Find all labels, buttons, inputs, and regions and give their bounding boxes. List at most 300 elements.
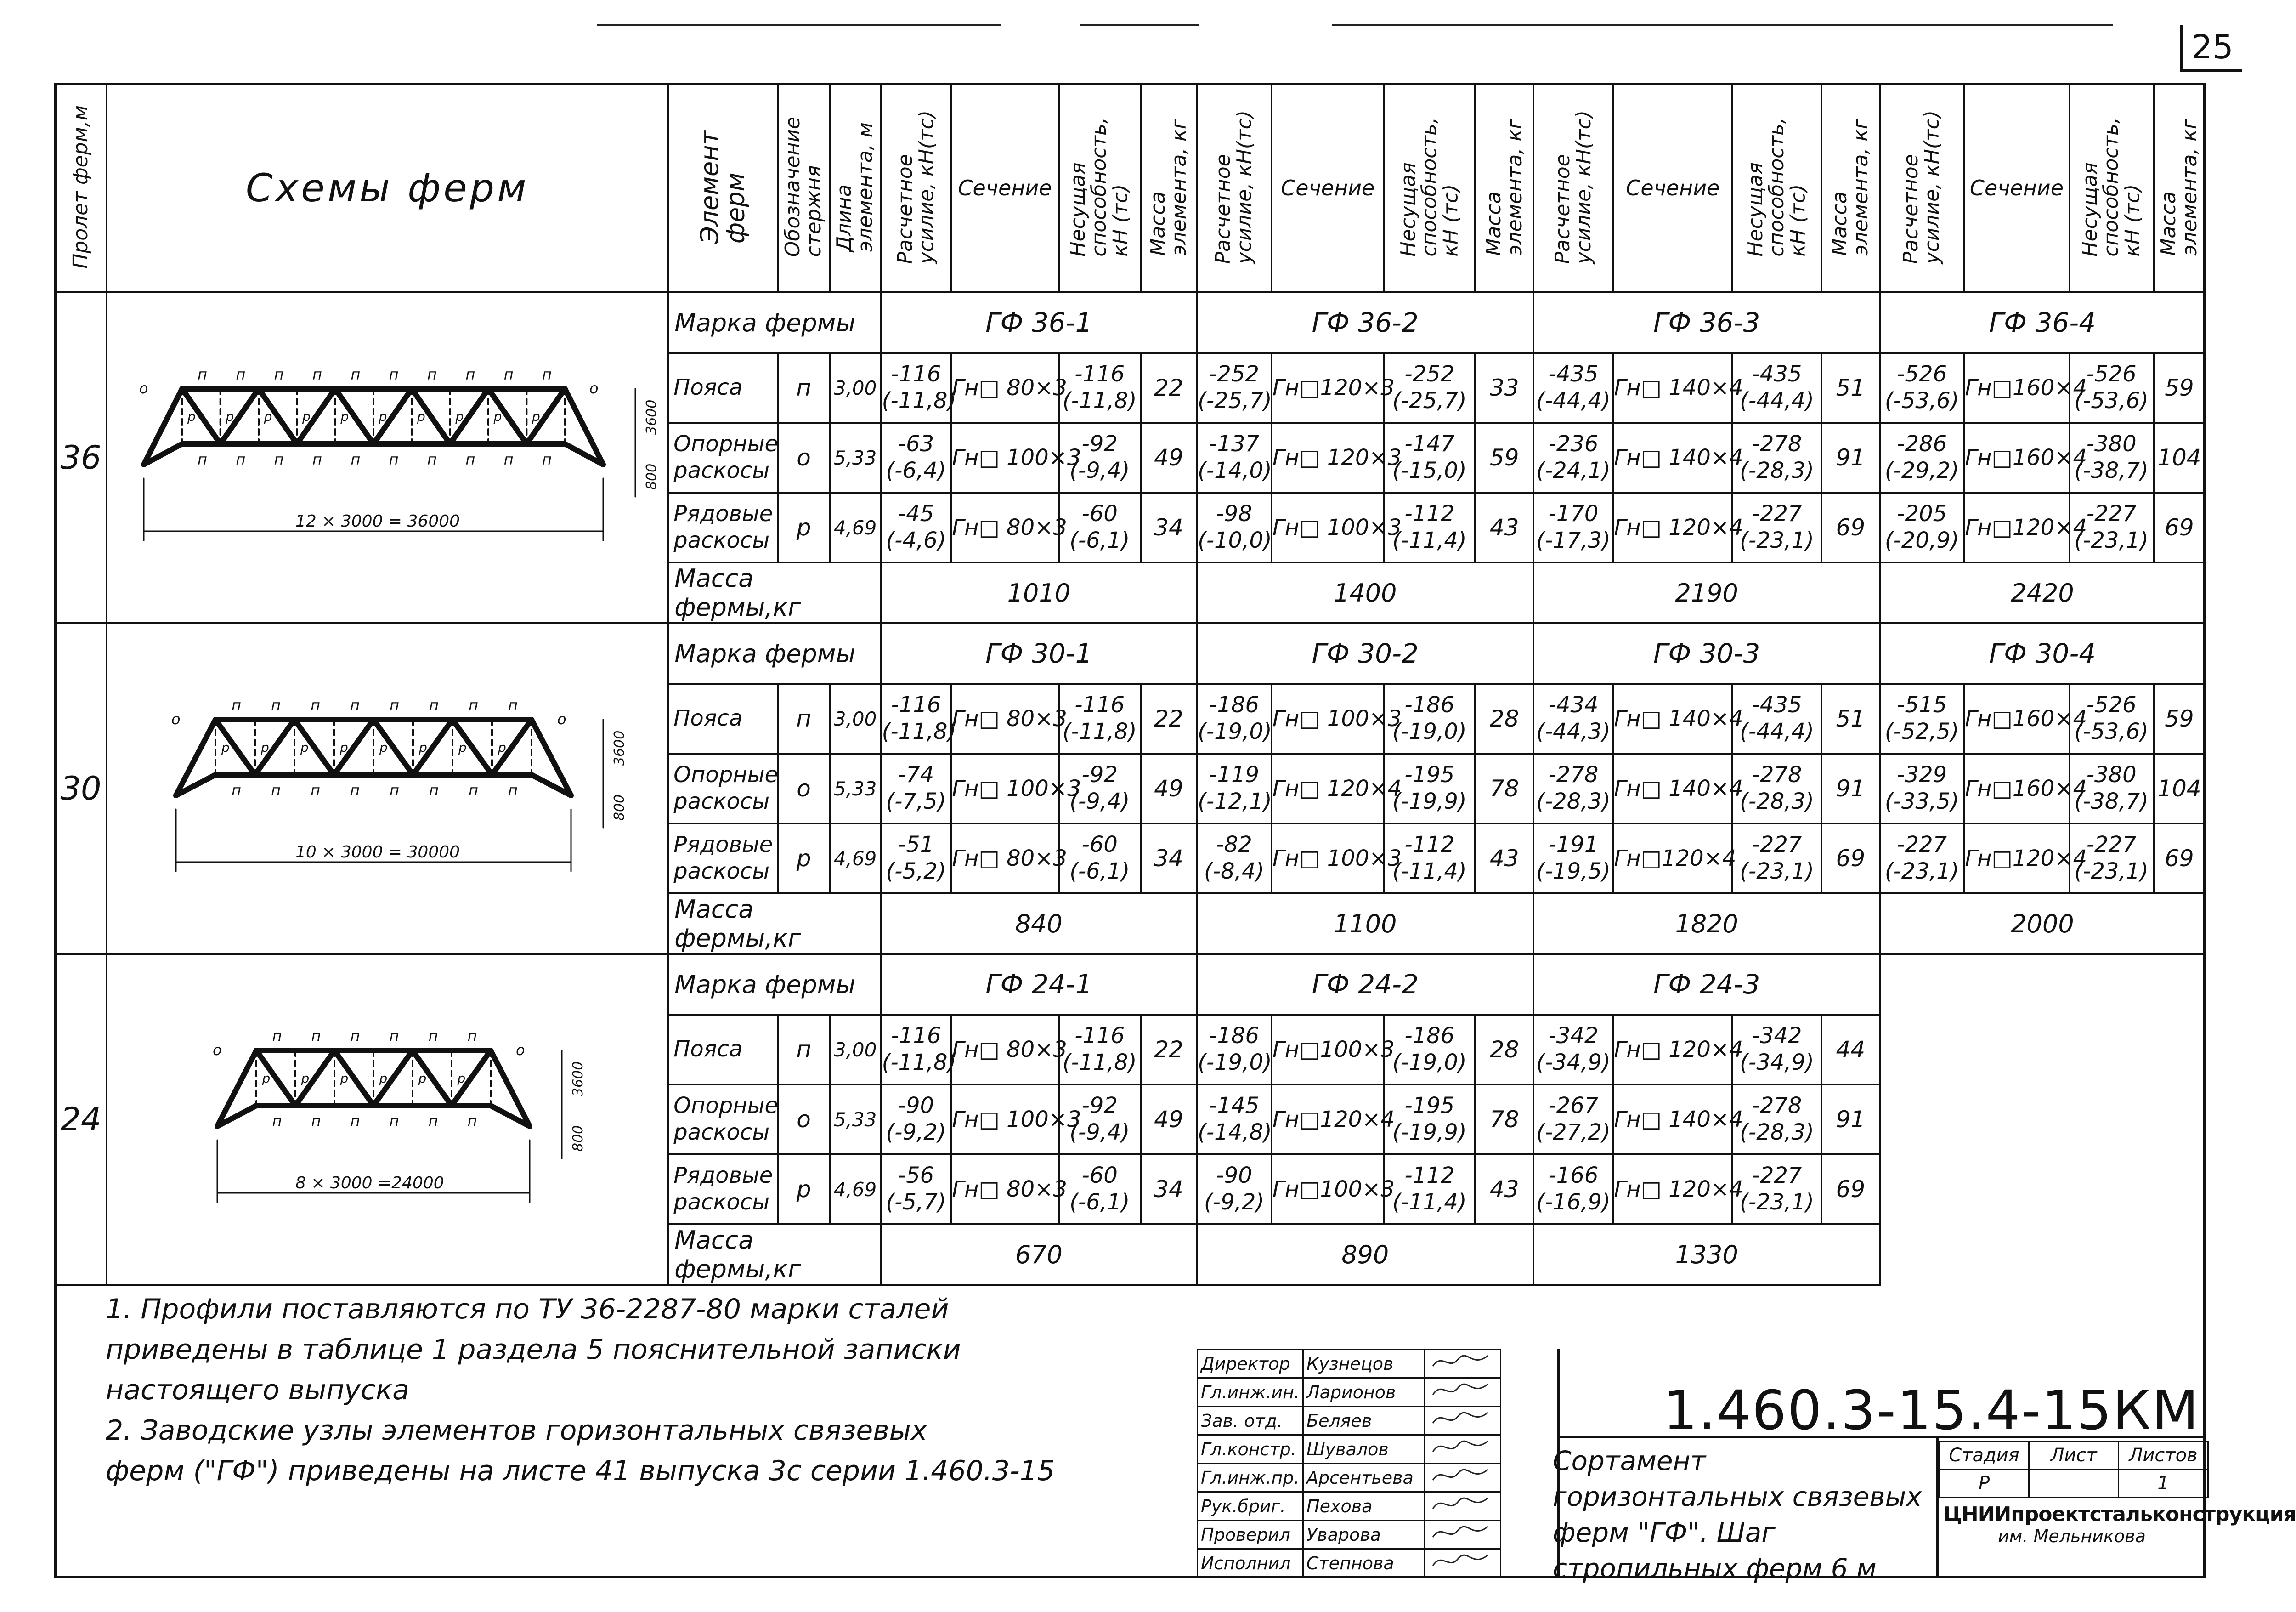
chord-label: п [232,697,242,714]
cross-section: Гн□ 80×3 [951,823,1058,893]
header-capacity: Несущая способность, кН (тс) [1059,84,1141,292]
chord-label: п [274,366,284,383]
handwritten-signature [1428,1464,1493,1487]
signature-mark [1425,1407,1501,1435]
cross-section: Гн□100×3 [1272,1154,1384,1224]
bearing-capacity: -195 (-19,9) [1384,754,1475,823]
support-label: о [516,1041,525,1059]
header-section: Сечение [1272,84,1384,292]
handwritten-signature [1428,1550,1493,1572]
brace-label: р [493,409,502,424]
header-mass: Масса элемента, кг [2154,84,2205,292]
chord-label: п [389,366,399,383]
truss-mass: 670 [881,1224,1197,1285]
design-force: -170 (-17,3) [1533,493,1613,562]
truss-mark: ГФ 36-2 [1197,292,1533,353]
truss-mark: ГФ 24-1 [881,954,1197,1015]
notes [106,1289,1208,1491]
top-rule [1080,24,1199,26]
organization [1943,1503,2296,1546]
brace-label: р [340,740,348,755]
cross-section: Гн□ 140×4 [1613,423,1733,493]
height-dimension: 800 [611,794,628,821]
chord-label: п [465,366,475,383]
truss-mark: ГФ 24-3 [1533,954,1880,1015]
mass-label: Масса фермы,кг [668,1224,881,1285]
element-name: Рядовые раскосы [668,1154,778,1224]
page-number: 25 [2180,25,2242,72]
design-force: -252 (-25,7) [1197,353,1272,423]
header-row [55,84,2205,292]
header-force: Расчетное усилие, кН(тс) [881,84,951,292]
element-mass: 69 [1821,823,1880,893]
element-length: 3,00 [830,353,881,423]
element-mass: 43 [1475,823,1533,893]
truss-mass: 890 [1197,1224,1533,1285]
brace-label: р [379,409,387,424]
element-mass: 69 [2154,823,2205,893]
chord-label: п [351,366,361,383]
element-mass: 28 [1475,1015,1533,1084]
design-force: -186 (-19,0) [1197,684,1272,754]
handwritten-signature [1428,1521,1493,1544]
cross-section: Гн□ 80×3 [951,353,1058,423]
brace-label: р [302,409,311,424]
signature-name: Арсентьева [1303,1464,1425,1492]
chord-label: п [311,782,321,799]
element-mass: 34 [1141,1154,1197,1224]
handwritten-signature [1428,1436,1493,1459]
brace-label: р [455,409,464,424]
chord-label: п [198,366,208,383]
element-mass: 69 [1821,493,1880,562]
bearing-capacity: -60 (-6,1) [1059,823,1141,893]
design-force: -286 (-29,2) [1880,423,1964,493]
element-mass: 78 [1475,1084,1533,1154]
brace-label: р [262,1071,271,1086]
cross-section: Гн□ 80×3 [951,493,1058,562]
document-title: Сортамент горизонтальных связевых ферм "ГФ". Шаг стропильных ферм 6 м [1553,1445,1922,1584]
bearing-capacity: -186 (-19,0) [1384,684,1475,754]
signature-role: Гл.констр. [1198,1435,1303,1464]
cross-section: Гн□120×4 [1964,493,2069,562]
chord-label: п [469,697,479,714]
bearing-capacity: -112 (-11,4) [1384,1154,1475,1224]
signature-row [1198,1378,1501,1407]
truss-mark: ГФ 36-3 [1533,292,1880,353]
brace-label: р [457,1071,466,1086]
design-force: -434 (-44,3) [1533,684,1613,754]
header-mass: Масса элемента, кг [1475,84,1533,292]
sheets-header: Листов [2119,1442,2208,1470]
truss-scheme-diagram [123,982,651,1257]
element-mass: 104 [2154,754,2205,823]
bearing-capacity: -195 (-19,9) [1384,1084,1475,1154]
note-line: 2. Заводские узлы элементов горизонтальных связевых [106,1414,927,1447]
truss-mark-row [55,954,2205,1015]
chord-label: п [350,782,360,799]
cross-section: Гн□ 120×4 [1613,1154,1733,1224]
truss-mass: 1010 [881,562,1197,623]
mass-label: Масса фермы,кг [668,893,881,954]
bearing-capacity: -60 (-6,1) [1059,1154,1141,1224]
truss-scheme-diagram [123,651,651,926]
sheets-value: 1 [2119,1470,2208,1498]
bearing-capacity: -112 (-11,4) [1384,823,1475,893]
bearing-capacity: -435 (-44,4) [1732,684,1821,754]
signature-mark [1425,1549,1501,1578]
height-dimension: 3600 [644,399,660,435]
header-force: Расчетное усилие, кН(тс) [1533,84,1613,292]
element-mass: 51 [1821,353,1880,423]
element-name: Пояса [668,353,778,423]
cross-section: Гн□ 140×4 [1613,1084,1733,1154]
brace-label: р [417,409,425,424]
organization-subtitle: им. Мельникова [1998,1526,2146,1546]
design-force: -119 (-12,1) [1197,754,1272,823]
element-mass: 28 [1475,684,1533,754]
support-label: о [213,1041,222,1059]
span-value: 24 [55,954,107,1285]
sheet-value [2029,1470,2119,1498]
rod-designation: п [778,353,830,423]
cross-section: Гн□ 80×3 [951,1015,1058,1084]
element-mass: 33 [1475,353,1533,423]
truss-table [54,83,2206,1286]
element-mass: 78 [1475,754,1533,823]
element-mass: 34 [1141,493,1197,562]
design-force: -82 (-8,4) [1197,823,1272,893]
chord-label: п [272,1113,282,1130]
truss-mark: ГФ 30-2 [1197,623,1533,684]
design-force: -278 (-28,3) [1533,754,1613,823]
stage-header: Стадия [1940,1442,2029,1470]
brace-label: р [221,740,230,755]
signature-role: Зав. отд. [1198,1407,1303,1435]
header-mass: Масса элемента, кг [1141,84,1197,292]
design-force: -56 (-5,7) [881,1154,951,1224]
height-dimension: 800 [644,463,660,490]
brace-label: р [418,1071,427,1086]
signature-stroke [1433,1498,1488,1509]
brace-label: р [498,740,506,755]
element-name: Рядовые раскосы [668,493,778,562]
design-force: -51 (-5,2) [881,823,951,893]
handwritten-signature [1428,1379,1493,1402]
element-name: Опорные раскосы [668,423,778,493]
element-mass: 22 [1141,353,1197,423]
chord-label: п [198,451,208,468]
truss-mark: ГФ 36-4 [1880,292,2205,353]
element-length: 3,00 [830,684,881,754]
signature-mark [1425,1435,1501,1464]
element-mass: 104 [2154,423,2205,493]
brace-label: р [300,740,309,755]
span-value: 30 [55,623,107,954]
element-mass: 49 [1141,1084,1197,1154]
note-line: 1. Профили поставляются по ТУ 36-2287-80 марки сталей [106,1293,949,1325]
signature-role: Исполнил [1198,1549,1303,1578]
header-section: Сечение [1964,84,2069,292]
cross-section: Гн□120×4 [1964,823,2069,893]
note-line: приведены в таблице 1 раздела 5 пояснительной записки [106,1334,961,1366]
mark-label: Марка фермы [668,623,881,684]
element-mass: 91 [1821,754,1880,823]
chord-label: п [542,366,552,383]
bearing-capacity: -435 (-44,4) [1732,353,1821,423]
truss-mark: ГФ 30-4 [1880,623,2205,684]
design-force: -267 (-27,2) [1533,1084,1613,1154]
bearing-capacity: -60 (-6,1) [1059,493,1141,562]
rod-designation: п [778,684,830,754]
chord-label: п [503,366,514,383]
bearing-capacity: -252 (-25,7) [1384,353,1475,423]
rod-designation: п [778,1015,830,1084]
chord-label: п [312,366,322,383]
header-capacity: Несущая способность, кН (тс) [1384,84,1475,292]
truss-mass: 1820 [1533,893,1880,954]
truss-scheme-diagram [123,320,660,596]
header-span: Пролет ферм,м [55,84,107,292]
signature-role: Директор [1198,1350,1303,1378]
signature-name: Беляев [1303,1407,1425,1435]
brace-label: р [532,409,540,424]
signature-stroke [1433,1441,1488,1452]
chord-label: п [271,782,281,799]
truss-mass: 840 [881,893,1197,954]
chord-label: п [508,697,518,714]
bearing-capacity: -92 (-9,4) [1059,423,1141,493]
signature-mark [1425,1521,1501,1549]
signature-mark [1425,1378,1501,1407]
element-length: 3,00 [830,1015,881,1084]
element-length: 4,69 [830,823,881,893]
design-force: -186 (-19,0) [1197,1015,1272,1084]
chord-label: п [350,1113,360,1130]
element-mass: 69 [1821,1154,1880,1224]
truss-mark: ГФ 30-3 [1533,623,1880,684]
truss-mark-row [55,292,2205,353]
signature-mark [1425,1350,1501,1378]
cross-section: Гн□ 100×3 [951,1084,1058,1154]
element-mass: 43 [1475,493,1533,562]
chord-label: п [389,451,399,468]
rod-designation: р [778,493,830,562]
header-force: Расчетное усилие, кН(тс) [1880,84,1964,292]
header-force: Расчетное усилие, кН(тс) [1197,84,1272,292]
truss-scheme [107,623,668,954]
design-force: -98 (-10,0) [1197,493,1272,562]
header-section: Сечение [1613,84,1733,292]
element-name: Опорные раскосы [668,1084,778,1154]
chord-label: п [542,451,552,468]
cross-section: Гн□120×4 [1272,1084,1384,1154]
handwritten-signature [1428,1407,1493,1430]
bearing-capacity: -147 (-15,0) [1384,423,1475,493]
signature-row [1198,1407,1501,1435]
brace-label: р [458,740,467,755]
cross-section: Гн□ 100×3 [1272,493,1384,562]
truss-scheme [107,292,668,623]
chord-label: п [465,451,475,468]
header-designation: Обозначение стержня [778,84,830,292]
chord-label: п [232,782,242,799]
signature-name: Степнова [1303,1549,1425,1578]
bearing-capacity: -186 (-19,0) [1384,1015,1475,1084]
chord-label: п [469,782,479,799]
header-section: Сечение [951,84,1058,292]
design-force: -145 (-14,8) [1197,1084,1272,1154]
element-mass: 51 [1821,684,1880,754]
brace-label: р [226,409,234,424]
bearing-capacity: -526 (-53,6) [2070,353,2154,423]
element-length: 5,33 [830,1084,881,1154]
design-force: -205 (-20,9) [1880,493,1964,562]
chord-label: п [390,782,400,799]
design-force: -116 (-11,8) [881,1015,951,1084]
element-length: 4,69 [830,493,881,562]
design-force: -526 (-53,6) [1880,353,1964,423]
design-force: -116 (-11,8) [881,684,951,754]
bearing-capacity: -380 (-38,7) [2070,754,2154,823]
chord-label: п [390,697,400,714]
design-force: -435 (-44,4) [1533,353,1613,423]
chord-label: п [429,782,439,799]
bearing-capacity: -227 (-23,1) [1732,493,1821,562]
truss-mass: 2420 [1880,562,2205,623]
cross-section: Гн□160×4 [1964,684,2069,754]
brace-label: р [379,740,388,755]
cross-section: Гн□ 140×4 [1613,353,1733,423]
span-value: 36 [55,292,107,623]
support-label: о [139,380,148,397]
chord-label: п [467,1027,477,1045]
rod-designation: р [778,1154,830,1224]
element-mass: 91 [1821,1084,1880,1154]
signature-role: Гл.инж.пр. [1198,1464,1303,1492]
element-name: Пояса [668,684,778,754]
cross-section: Гн□ 120×4 [1613,493,1733,562]
element-length: 4,69 [830,1154,881,1224]
signature-row [1198,1350,1501,1378]
signature-stroke [1433,1413,1488,1423]
rod-designation: о [778,423,830,493]
bearing-capacity: -278 (-28,3) [1732,754,1821,823]
element-name: Пояса [668,1015,778,1084]
chord-label: п [272,1027,282,1045]
rod-designation: о [778,754,830,823]
cross-section: Гн□160×4 [1964,353,2069,423]
element-length: 5,33 [830,754,881,823]
signature-stroke [1433,1527,1488,1537]
chord-label: п [503,451,514,468]
stage-value: Р [1940,1470,2029,1498]
signature-stroke [1433,1384,1488,1395]
element-length: 5,33 [830,423,881,493]
support-label: о [589,380,599,397]
truss-mass: 1330 [1533,1224,1880,1285]
support-label: о [557,710,566,728]
bearing-capacity: -227 (-23,1) [2070,823,2154,893]
support-label: о [171,710,181,728]
bearing-capacity: -278 (-28,3) [1732,423,1821,493]
chord-label: п [428,1027,438,1045]
signature-role: Рук.бриг. [1198,1492,1303,1521]
chord-label: п [236,451,246,468]
cross-section: Гн□120×4 [1613,823,1733,893]
bearing-capacity: -342 (-34,9) [1732,1015,1821,1084]
chord-label: п [427,451,437,468]
signature-mark [1425,1492,1501,1521]
chord-label: п [236,366,246,383]
organization-name: ЦНИИпроектстальконструкция [1943,1503,2296,1526]
chord-label: п [508,782,518,799]
signature-row [1198,1521,1501,1549]
header-capacity: Несущая способность, кН (тс) [2070,84,2154,292]
design-force: -90 (-9,2) [881,1084,951,1154]
rod-designation: о [778,1084,830,1154]
chord-label: п [312,451,322,468]
cross-section: Гн□100×3 [1272,1015,1384,1084]
brace-label: р [340,1071,349,1086]
bearing-capacity: -116 (-11,8) [1059,353,1141,423]
header-length: Длина элемента, м [830,84,881,292]
design-force: -236 (-24,1) [1533,423,1613,493]
signature-role: Проверил [1198,1521,1303,1549]
signature-name: Пехова [1303,1492,1425,1521]
bearing-capacity: -112 (-11,4) [1384,493,1475,562]
design-force: -74 (-7,5) [881,754,951,823]
element-mass: 49 [1141,754,1197,823]
design-force: -45 (-4,6) [881,493,951,562]
chord-label: п [467,1113,477,1130]
signature-table [1197,1349,1501,1578]
element-mass: 59 [1475,423,1533,493]
cross-section: Гн□160×4 [1964,754,2069,823]
element-mass: 59 [2154,353,2205,423]
element-mass: 44 [1821,1015,1880,1084]
element-mass: 91 [1821,423,1880,493]
bearing-capacity: -278 (-28,3) [1732,1084,1821,1154]
header-element: Элемент ферм [668,84,778,292]
element-mass: 43 [1475,1154,1533,1224]
signature-name: Шувалов [1303,1435,1425,1464]
truss-mark-row [55,623,2205,684]
signature-name: Уварова [1303,1521,1425,1549]
cross-section: Гн□ 100×3 [1272,684,1384,754]
bearing-capacity: -92 (-9,4) [1059,1084,1141,1154]
bearing-capacity: -116 (-11,8) [1059,1015,1141,1084]
signature-row [1198,1435,1501,1464]
design-force: -515 (-52,5) [1880,684,1964,754]
handwritten-signature [1428,1493,1493,1516]
bearing-capacity: -227 (-23,1) [1732,1154,1821,1224]
mark-label: Марка фермы [668,292,881,353]
truss-mass: 1400 [1197,562,1533,623]
top-rule [597,24,1001,26]
height-dimension: 3600 [611,730,628,766]
chord-label: п [271,697,281,714]
span-dimension: 12 × 3000 = 36000 [295,512,460,531]
design-force: -90 (-9,2) [1197,1154,1272,1224]
cross-section: Гн□ 120×4 [1613,1015,1733,1084]
cross-section: Гн□ 100×3 [951,754,1058,823]
truss-mass: 2000 [1880,893,2205,954]
truss-scheme [107,954,668,1285]
note-line: настоящего выпуска [106,1374,409,1406]
bearing-capacity: -526 (-53,6) [2070,684,2154,754]
truss-mass: 2190 [1533,562,1880,623]
